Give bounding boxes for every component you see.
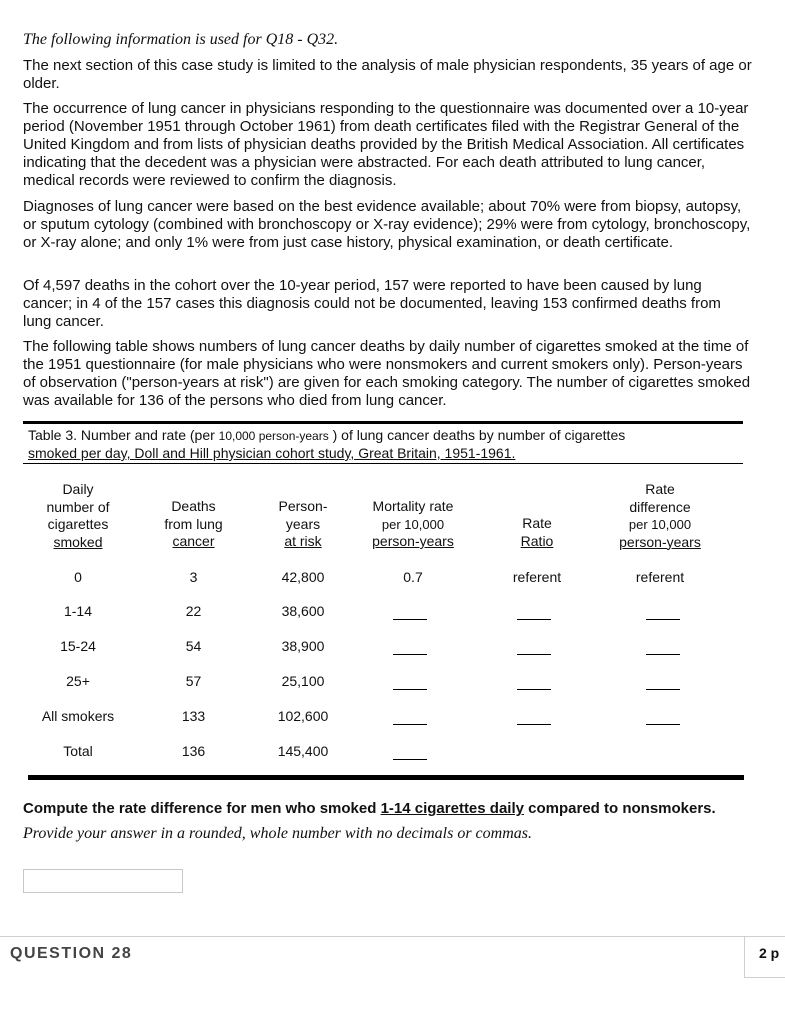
header-person-years: Person- years at risk: [278, 498, 328, 549]
blank-rate-difference: [646, 654, 680, 655]
blank-rate-ratio: [517, 619, 551, 620]
cell-person-years: 38,900: [281, 638, 325, 654]
header-deaths: Deaths from lung cancer: [164, 498, 223, 549]
question-prompt: Compute the rate difference for men who smoked 1-14 cigarettes daily compared to nonsmokers. Provide your answer in a rounded, whole number with no decimals or commas.: [23, 800, 716, 842]
blank-rate-difference: [646, 689, 680, 690]
points-label: 2 p: [759, 945, 780, 961]
cell-rate-difference: referent: [635, 569, 685, 585]
cell-mortality-rate: 0.7: [403, 569, 423, 585]
table-caption-block: [23, 421, 743, 464]
header-mortality-rate: Mortality rate per 10,000 person-years: [372, 498, 454, 549]
table-bottom-rule: [28, 775, 744, 780]
header-rate-difference: Rate difference per 10,000 person-years: [619, 481, 701, 550]
table-header-rule: [23, 463, 743, 464]
paragraph-deaths: Of 4,597 deaths in the cohort over the 10-year period, 157 were reported to have been caused by lung cancer; in 4 of the 157 cases this diagnosis could not be documented, leaving 153 confirmed deaths from lung cancer.: [23, 277, 721, 330]
cell-person-years: 102,600: [277, 708, 329, 724]
cell-person-years: 145,400: [277, 743, 329, 759]
cell-category: All smokers: [41, 708, 115, 724]
cell-deaths: 54: [185, 638, 202, 654]
cell-person-years: 25,100: [281, 673, 325, 689]
question-label: QUESTION 28: [10, 945, 133, 962]
blank-rate-difference: [646, 619, 680, 620]
blank-mortality-rate: [393, 724, 427, 725]
cell-category: 15-24: [60, 638, 96, 654]
cell-category: 0: [74, 569, 82, 585]
cell-rate-ratio: referent: [512, 569, 562, 585]
blank-rate-difference: [646, 724, 680, 725]
blank-rate-ratio: [517, 724, 551, 725]
answer-input[interactable]: [23, 869, 183, 893]
cell-deaths: 57: [185, 673, 202, 689]
blank-mortality-rate: [393, 619, 427, 620]
cell-person-years: 42,800: [281, 569, 325, 585]
blank-mortality-rate: [393, 759, 427, 760]
paragraph-scope: The next section of this case study is limited to the analysis of male physician respondents, 35 years of age or older.: [23, 57, 752, 92]
cell-deaths: 22: [185, 603, 202, 619]
cell-category: Total: [63, 743, 93, 759]
intro-note: The following information is used for Q18 - Q32.: [23, 31, 339, 48]
header-cigarettes: Daily number of cigarettes smoked: [46, 481, 110, 550]
cell-deaths: 136: [181, 743, 206, 759]
paragraph-occurrence: The occurrence of lung cancer in physicians responding to the questionnaire was documented over a 10-year period (November 1951 through October 1961) from death certificates filed with the Registrar General of the United Kingdom and from lists of physician deaths provided by the British Medical Association. All certificates indicating that the decedent was a physician were abstracted. For each death attributed to lung cancer, medical records were reviewed to confirm the diagnosis.: [23, 100, 749, 189]
blank-rate-ratio: [517, 689, 551, 690]
blank-rate-ratio: [517, 654, 551, 655]
points-badge: [744, 936, 785, 978]
header-rate-ratio: Rate Ratio: [520, 515, 554, 549]
cell-deaths: 3: [189, 569, 198, 585]
paragraph-diagnoses: Diagnoses of lung cancer were based on the best evidence available; about 70% were from biopsy, autopsy, or sputum cytology (combined with bronchoscopy or X-ray evidence); 29% were from cytology, bronchoscopy, or X-ray alone; and only 1% were from just case history, physical examination, or death certificate.: [23, 198, 751, 251]
cell-person-years: 38,600: [281, 603, 325, 619]
cell-deaths: 133: [181, 708, 206, 724]
paragraph-table-intro: The following table shows numbers of lung cancer deaths by daily number of cigarettes smoked at the time of the 1951 questionnaire (for male physicians who were nonsmokers and current smokers only). Person-years of observation ("person-years at risk") are given for each smoking category. The number of cigarettes smoked was available for 136 of the persons who died from lung cancer.: [23, 338, 751, 409]
table-caption: Table 3. Number and rate (per 10,000 person-years ) of lung cancer deaths by number of cigarettes smoked per day, Doll and Hill physician cohort study, Great Britain, 1951-1961.: [28, 427, 626, 461]
blank-mortality-rate: [393, 654, 427, 655]
question-divider: [0, 936, 776, 937]
cell-category: 1-14: [63, 603, 93, 619]
cell-category: 25+: [66, 673, 90, 689]
blank-mortality-rate: [393, 689, 427, 690]
